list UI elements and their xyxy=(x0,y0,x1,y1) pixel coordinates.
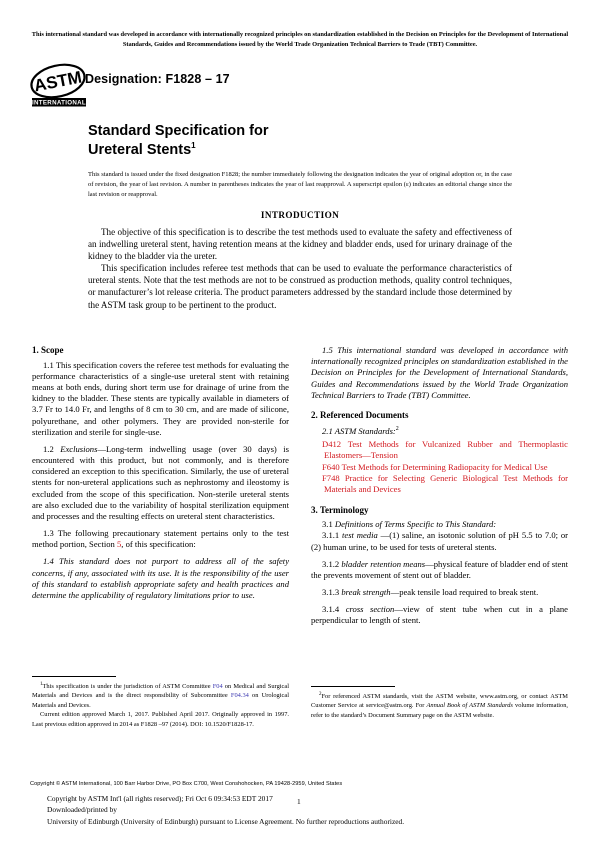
definition-term: test media xyxy=(342,530,378,541)
clause-text-1-3-post: , of this specification: xyxy=(121,539,196,550)
footnote-2-italic: Annual Book of ASTM Standards xyxy=(426,702,513,710)
introduction-body xyxy=(88,226,512,311)
tbt-banner: This international standard was developed in accordance with internationally recognized principles on standardization established in the Decision on Principles for the Development of International Standards, Guides and Recommendations issued by the World Trade Organization Technical Barriers to Trade (TBT) Committee. xyxy=(31,31,569,48)
definition-number: 3.1.4 xyxy=(322,604,340,615)
right-column xyxy=(311,345,568,627)
definition-term: cross section xyxy=(345,604,395,615)
licensee-line: University of Edinburgh (University of Edinburgh) pursuant to License Agreement. No further reproductions authorized. xyxy=(47,816,405,826)
reference-id[interactable]: D412 xyxy=(322,438,342,449)
svg-text:ASTM: ASTM xyxy=(32,67,84,96)
title-line-2: Ureteral Stents$^1$ xyxy=(88,141,196,159)
scope-paragraph-1-5 xyxy=(311,345,568,401)
footnote-1-part-2: on Medical and Surgical Materials and Devices and is the direct responsibility of Subcommittee xyxy=(32,683,289,700)
footnote-rule xyxy=(311,686,395,687)
footnote-1-part-3: on Urological Materials and Devices. xyxy=(32,692,289,709)
section-5-link[interactable]: 5 xyxy=(116,539,122,550)
footnote-left xyxy=(32,676,289,729)
astm-standards-label: ASTM Standards: xyxy=(334,425,396,436)
referenced-documents-heading: 2. Referenced Documents xyxy=(311,409,409,420)
clause-text-1-3-pre: The following precautionary statement pertains only to the test method portion, Section xyxy=(32,528,289,550)
reference-item[interactable] xyxy=(311,462,568,473)
footnote-1-marker: 1 xyxy=(40,682,43,687)
scope-paragraph-1-1 xyxy=(32,360,289,438)
referenced-documents-list xyxy=(311,439,568,496)
clause-term-exclusions: Exclusions xyxy=(60,443,98,454)
clause-number-1-1: 1.1 xyxy=(43,359,54,370)
reference-id[interactable]: F640 xyxy=(322,461,340,472)
astm-standards-footnote-marker: 2 xyxy=(395,425,399,432)
reference-title[interactable]: Practice for Selecting Generic Biological Test Methods for Materials and Devices xyxy=(324,473,568,495)
clause-number-3-1: 3.1 xyxy=(322,519,333,530)
page-number: 1 xyxy=(297,797,301,806)
footnote-1-part-1: This specification is under the jurisdiction of ASTM Committee xyxy=(42,683,213,691)
reference-item[interactable] xyxy=(311,439,568,461)
scope-paragraph-1-3 xyxy=(32,528,289,550)
footnote-edition-text: Current edition approved March 1, 2017. Published April 2017. Originally approved in 1997. Last previous edition approved in 2014 as F1828 –97 (2014). DOI: 10.1520/F1828-17. xyxy=(32,711,289,728)
clause-text-1-1: This specification covers the referee test methods for evaluating the performance characteristics of a single-use ureteral stent with retaining means at both ends, during short term use for drainage of urine from the kidney to the bladder. These stents are typically available in diameters of 3.7 Fr to 14.0 Fr, and lengths of 8 cm to 30 cm, and are made of silicone, polyurethane, and other polymers. They are provided non-sterile for sterilization and sterile for single-use. xyxy=(32,359,289,437)
clause-number-2-1: 2.1 xyxy=(322,425,333,436)
footnote-2-part-1: For referenced ASTM standards, visit the ASTM website, www.astm.org, or contact ASTM Customer Service at service@astm.org. For xyxy=(311,693,568,710)
designation-label: Designation: F1828 – 17 xyxy=(85,72,230,86)
clause-number-1-3: 1.3 xyxy=(43,528,54,539)
definition-number: 3.1.1 xyxy=(322,530,340,541)
introduction-heading: INTRODUCTION xyxy=(260,210,340,220)
definition-item xyxy=(311,530,568,552)
scope-heading: 1. Scope xyxy=(32,345,64,355)
download-copyright-line: Copyright by ASTM Int'l (all rights reserved); Fri Oct 6 09:34:53 EDT 2017 xyxy=(47,794,273,803)
definition-body: —view of stent tube when cut in a plane perpendicular to length of stent. xyxy=(311,604,568,626)
committee-f04-link[interactable]: F04 xyxy=(212,683,223,691)
definition-number: 3.1.3 xyxy=(322,587,340,598)
scope-paragraph-1-2 xyxy=(32,444,289,522)
reference-item[interactable] xyxy=(311,473,568,495)
clause-text-1-2: —Long-term indwelling usage (over 30 days) is encountered with this product, but not commonly, and is therefore considered an exception to this specification. Similarly, the use of ureteral stents for non-ureteral applications such as nephrostomy and ileostomy is excluded from the scope of this specification. Non-sterile ureteral stents are also excluded due to the variability of hospital sterilization equipment and processes and the resulting effects on ureteral stent characteristics. xyxy=(32,443,289,521)
astm-standards-subheading xyxy=(311,426,568,437)
footnote-rule xyxy=(32,676,116,677)
footnote-2-marker: 2 xyxy=(319,692,322,697)
clause-text-1-4: This standard does not purport to address all of the safety concerns, if any, associated with its use. It is the responsibility of the user of this standard to establish appropriate safety and health practices and determine the applicability of regulatory limitations prior to use. xyxy=(32,556,290,600)
definition-item xyxy=(311,559,568,581)
definition-term: break strength xyxy=(341,587,391,598)
footnote-right xyxy=(311,686,568,720)
definition-number: 3.1.2 xyxy=(322,558,340,569)
clause-number-1-4: 1.4 xyxy=(43,556,54,567)
copyright-line: Copyright © ASTM International, 100 Barr Harbor Drive, PO Box C700, West Conshohocken, PA 19428-2959, United States xyxy=(30,781,343,787)
clause-number-1-5: 1.5 xyxy=(322,345,333,355)
definition-body: —physical feature of bladder end of stent the prevents movement of stent out of bladder. xyxy=(311,558,569,580)
subcommittee-f0434-link[interactable]: F04.34 xyxy=(230,692,249,700)
footnote-2-part-2: volume information, refer to the standard’s Document Summary page on the ASTM website. xyxy=(311,702,569,719)
astm-logo-icon xyxy=(28,62,90,110)
title-line-1: Standard Specification for xyxy=(88,123,269,139)
definition-item xyxy=(311,604,568,626)
svg-text:INTERNATIONAL: INTERNATIONAL xyxy=(32,99,86,107)
clause-text-1-5: This international standard was developed in accordance with internationally recognized principles on standardization established in the Decision on Principles for the Development of International Standards, Guides and Recommendations issued by the World Trade Organization Technical Barriers to Trade (TBT) Committee. xyxy=(311,345,568,400)
definition-body: —peak tensile load required to break stent. xyxy=(390,587,539,598)
introduction-paragraph-1: The objective of this specification is to describe the test methods used to evaluate the safety and effectiveness of an indwelling ureteral stent, having retention means at the kidney and bladder ends, used for urinary drainage of the kidney to the bladder via the ureter. xyxy=(88,227,512,262)
introduction-paragraph-2: This specification includes referee test methods that can be used to evaluate the performance characteristics of ureteral stents. Note that the test methods are not to be construed as production methods, quality control techniques, or manufacturer’s lot release criteria. The product parameters addressed by the standard include those determined by the ASTM task group to be pertinent to the product. xyxy=(88,263,512,310)
left-column xyxy=(32,345,289,601)
scope-paragraph-1-4 xyxy=(32,556,289,601)
title-footnote-marker: 1 xyxy=(191,141,196,151)
footnote-1-text xyxy=(32,681,289,710)
definition-item xyxy=(311,587,568,598)
page-title xyxy=(88,122,508,160)
reference-title[interactable]: Test Methods for Vulcanized Rubber and Thermoplastic Elastomers—Tension xyxy=(324,438,568,460)
downloaded-printed-by-label: Downloaded/printed by xyxy=(47,805,117,815)
terminology-heading: 3. Terminology xyxy=(311,504,369,515)
definition-term: bladder retention means xyxy=(341,558,426,569)
issue-statement: This standard is issued under the fixed designation F1828; the number immediately following the designation indicates the year of original adoption or, in the case of revision, the year of last revision. A number in parentheses indicates the year of last reapproval. A superscript epsilon (ε) indicates an editorial change since the last revision or reapproval. xyxy=(88,171,512,198)
terminology-subheading xyxy=(311,519,568,530)
footnote-2-text xyxy=(311,691,568,720)
terminology-subheading-text: Definitions of Terms Specific to This Standard: xyxy=(334,519,497,530)
header-logo-row xyxy=(28,62,508,114)
reference-title[interactable]: Test Methods for Determining Radiopacity for Medical Use xyxy=(341,461,548,472)
clause-number-1-2: 1.2 xyxy=(43,443,54,454)
definition-body: —(1) saline, an isotonic solution of pH 5.5 to 7.0; or (2) human urine, to be used for tests of ureteral stents. xyxy=(311,530,568,552)
reference-id[interactable]: F748 xyxy=(322,473,340,484)
